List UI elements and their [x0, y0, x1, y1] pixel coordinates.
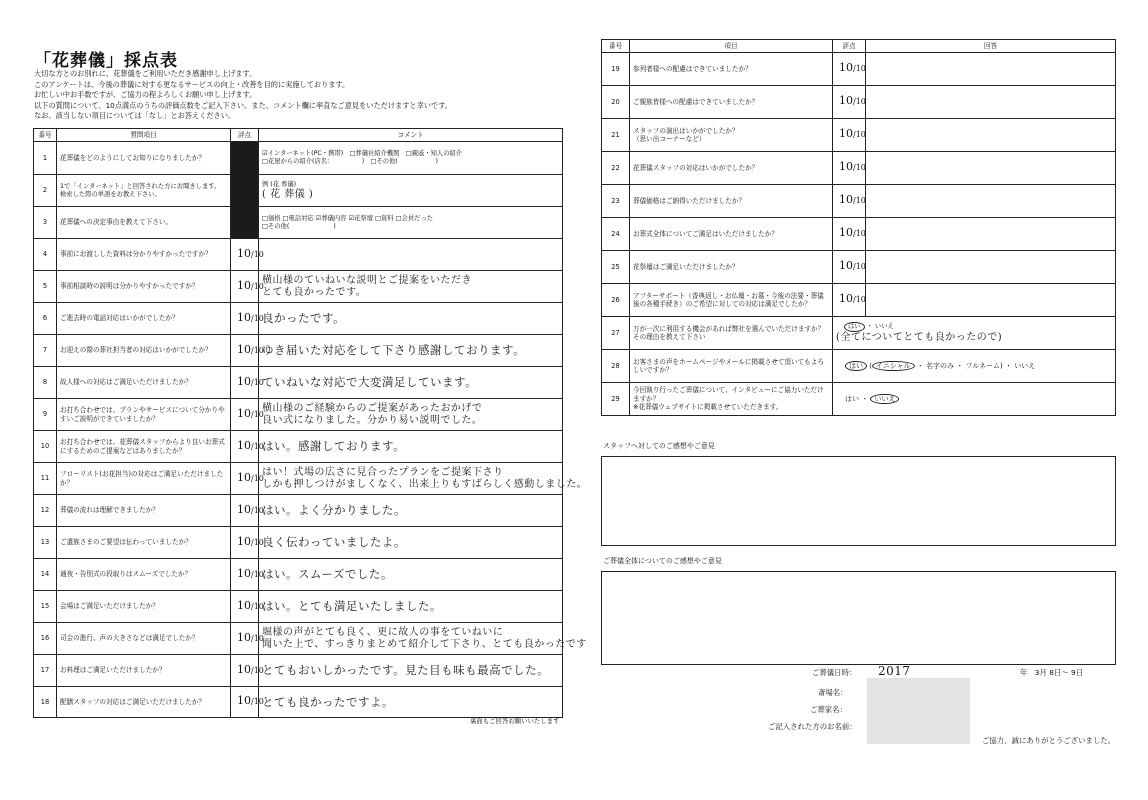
table-row: [34, 463, 563, 495]
funeral-date-label: ご葬儀日時：: [812, 668, 857, 677]
question-text: お打ち合わせでは、プランやサービスについて分かりやすいご説明ができていましたか？: [57, 399, 231, 431]
row-number: 16: [34, 623, 57, 655]
score-value: 10: [839, 193, 853, 207]
handwritten-comment: はい！式場の広さに見合ったプランをご提案下さり: [262, 467, 504, 478]
handwritten-comment: はい。とても満足いたしました。: [262, 599, 442, 613]
options-line: ☑インターネット(PC・携帯) □葬儀社紹介機関 □親戚・知人の紹介: [262, 150, 463, 157]
table-row: [602, 284, 1116, 317]
table-row: [602, 53, 1116, 86]
comment-cell[interactable]: [259, 399, 563, 431]
row-number: 27: [602, 317, 630, 350]
score-cell[interactable]: [231, 495, 264, 527]
intro-line: お忙しい中お手数ですが、ご協力の程よろしくお願い申し上げます。: [34, 90, 257, 100]
item-text: [630, 53, 833, 86]
score-cell[interactable]: [231, 335, 264, 367]
options-line: □その他( ): [262, 222, 336, 230]
score-value: 10: [237, 406, 251, 420]
initial-option-circled[interactable]: イニシャル: [872, 361, 915, 371]
score-cell[interactable]: [833, 86, 866, 119]
item-text: [630, 152, 833, 185]
question-text: 配膳スタッフの対応はご満足いただけましたか？: [57, 687, 231, 718]
table-row: [602, 119, 1116, 152]
comment-cell[interactable]: [259, 655, 563, 687]
score-cell[interactable]: [833, 53, 866, 86]
score-cell[interactable]: [231, 559, 264, 591]
row-number: 25: [602, 251, 630, 284]
question-text: [57, 175, 231, 207]
column-header-number: 番号: [34, 129, 57, 142]
score-suffix: /10: [251, 537, 264, 547]
answer-cell[interactable]: [866, 251, 1116, 284]
back-note: 裏面もご回答お願いいたします: [470, 717, 560, 725]
table-row: [34, 335, 563, 367]
score-value: 10: [237, 246, 251, 260]
row-number: 23: [602, 185, 630, 218]
score-cell[interactable]: [833, 218, 866, 251]
row-number: 20: [602, 86, 630, 119]
page-title: 「花葬儀」採点表: [34, 51, 178, 71]
question-text: 葬儀の流れは理解できましたか？: [57, 495, 231, 527]
score-cell[interactable]: [231, 591, 264, 623]
comment-cell[interactable]: [259, 175, 563, 207]
score-value: 10: [839, 127, 853, 141]
redacted-score: [231, 142, 259, 239]
score-suffix: /10: [251, 377, 264, 387]
handwritten-comment: 横山様のご経験からのご提案があったおかげで: [262, 403, 483, 414]
score-cell[interactable]: [833, 185, 866, 218]
survey-table-right: [601, 39, 1116, 416]
item-line: スタッフの演出はいかがでしたか？: [633, 126, 739, 135]
answer-cell[interactable]: [833, 383, 1116, 416]
question-text: 花葬儀への決定事由を教えて下さい。: [57, 207, 231, 239]
comment-cell[interactable]: [259, 463, 588, 495]
row-number: 12: [34, 495, 57, 527]
score-value: 10: [237, 566, 251, 580]
answer-cell[interactable]: [866, 218, 1116, 251]
question-text: ご遺族さまのご要望は伝わっていましたか？: [57, 527, 231, 559]
yes-option-circled[interactable]: はい: [844, 322, 865, 332]
score-suffix: /10: [853, 295, 866, 305]
column-header-question: 質問項目: [57, 129, 231, 142]
row-number: 2: [34, 175, 57, 207]
score-suffix: /10: [251, 473, 264, 483]
item-text: 万が一次に利用する機会があれば弊社を選んでいただけますか？その理由を教えて下さい: [630, 317, 833, 350]
no-option[interactable]: いいえ: [874, 323, 894, 331]
row-number: 3: [34, 207, 57, 239]
score-value: 10: [839, 259, 853, 273]
handwritten-comment: はい。スムーズでした。: [262, 567, 393, 581]
item-line: お葬式全体についてご満足はいただけましたか？: [633, 229, 778, 238]
yes-option-circled[interactable]: はい: [845, 361, 867, 371]
score-suffix: /10: [251, 313, 264, 323]
handwritten-comment: 横山様のていねいな説明とご提案をいただき: [262, 275, 472, 286]
row-number: 21: [602, 119, 630, 152]
separator: ・: [861, 394, 869, 403]
question-text: フローリスト(お花担当)の対応はご満足いただけましたか？: [57, 463, 231, 495]
item-line: アフターサポート（香典返し・お仏壇・お墓・今後の法要・葬儀後の各種手続き）のご希望に対しての対応は満足でしたか？: [633, 291, 824, 308]
item-text: [630, 218, 833, 251]
intro-line: このアンケートは、今後の葬儀に対する更なるサービスの向上・改善を目的に実施しております。: [34, 79, 350, 89]
row-number: 19: [602, 53, 630, 86]
row-number: 10: [34, 431, 57, 463]
column-header-comment: コメント: [259, 129, 563, 142]
table-row: [34, 399, 563, 431]
survey-table-left: [33, 128, 588, 718]
handwritten-comment: とても良かったですよ。: [262, 694, 394, 709]
intro-text: [34, 69, 574, 122]
table-row: [34, 367, 563, 399]
question-text: 事前にお渡しした資料は分かりやすかったですか？: [57, 239, 231, 271]
item-line: 葬儀価格はご納得いただけましたか？: [633, 196, 746, 205]
item-text: [630, 185, 833, 218]
score-suffix: /10: [251, 281, 264, 291]
question-text: ご逝去時の電話対応はいかがでしたか？: [57, 303, 231, 335]
question-text: お料理はご満足いただけましたか？: [57, 655, 231, 687]
venue-label: 斎場名：: [818, 688, 848, 697]
handwritten-comment: 堀様の声がとても良く、更に故人の事をていねいに: [262, 627, 504, 638]
score-suffix: /10: [251, 409, 264, 419]
table-row: [34, 655, 563, 687]
family-name-label: ご葬家名：: [810, 705, 847, 714]
handwritten-comment-line2: 聞いた上で、すっきりまとめて紹介して下さり、とても良かったです: [262, 638, 587, 650]
score-suffix: /10: [853, 64, 866, 74]
options-line: □花屋からの紹介(店名： ) □その他( ): [262, 158, 438, 165]
question-text: お打ち合わせでは、花葬儀スタッフからより良いお葬式にするためのご提案などはありましたか？: [57, 431, 231, 463]
table-row: [34, 623, 563, 655]
row-number: 11: [34, 463, 57, 495]
row-number: 13: [34, 527, 57, 559]
row-number: 14: [34, 559, 57, 591]
handwritten-comment: はい。感謝しております。: [262, 439, 406, 453]
funeral-date-year: 2017: [878, 664, 911, 678]
score-cell[interactable]: [833, 251, 866, 284]
question-text: 通夜・告別式の段取りはスムーズでしたか？: [57, 559, 231, 591]
staff-feedback-box[interactable]: [601, 456, 1116, 546]
column-header-answer: 回答: [866, 40, 1116, 53]
item-line: 花葬儀スタッフの対応はいかがでしたか？: [633, 163, 759, 172]
score-value: 10: [839, 94, 853, 108]
intro-line: 以下の質問について、10点満点のうちの評価点数をご記入下さい。また、コメント欄に率直なご意見をいただけますと幸いです。: [34, 100, 452, 110]
table-row: [34, 431, 563, 463]
score-suffix: /10: [853, 130, 866, 140]
question-text: 会場はご満足いただけましたか？: [57, 591, 231, 623]
question-text: 事前相談時の説明は分かりやすかったですか？: [57, 271, 231, 303]
score-suffix: /10: [853, 229, 866, 239]
row-number: 28: [602, 350, 630, 383]
overall-feedback-box[interactable]: [601, 571, 1116, 665]
answer-options[interactable]: [259, 142, 563, 175]
score-suffix: /10: [853, 262, 866, 272]
item-note: （思い出コーナーなど）: [633, 135, 706, 143]
comment-cell[interactable]: [259, 271, 563, 303]
score-value: 10: [839, 226, 853, 240]
score-value: 10: [839, 61, 853, 75]
row-number: 6: [34, 303, 57, 335]
answer-cell[interactable]: [866, 53, 1116, 86]
answer-options[interactable]: [259, 207, 563, 239]
score-value: 10: [237, 662, 251, 676]
score-cell[interactable]: [231, 431, 264, 463]
table-row: [602, 218, 1116, 251]
comment-cell[interactable]: [259, 335, 563, 367]
column-header-number: 番号: [602, 40, 630, 53]
score-cell[interactable]: [833, 152, 866, 185]
table-row: [34, 527, 563, 559]
score-suffix: /10: [853, 196, 866, 206]
item-line: 今回執り行ったご葬儀について、インタビューにご協力いただけますか？: [633, 386, 824, 403]
row-number: 5: [34, 271, 57, 303]
table-row: [34, 175, 563, 207]
score-cell[interactable]: [231, 687, 264, 718]
row-number: 24: [602, 218, 630, 251]
handwritten-comment: ていねいな対応で大変満足しています。: [262, 375, 478, 389]
handwritten-comment: とてもおいしかったです。見た目も味も最高でした。: [262, 663, 550, 677]
table-row: [602, 350, 1116, 383]
score-suffix: /10: [853, 163, 866, 173]
table-row: [602, 317, 1116, 350]
score-value: 10: [237, 502, 251, 516]
score-value: 10: [237, 694, 251, 708]
score-suffix: /10: [251, 441, 264, 451]
funeral-date-rest: 年 3月 8日～ 9日: [1020, 668, 1084, 677]
table-row: [602, 86, 1116, 119]
table-row: [34, 271, 563, 303]
row-number: 17: [34, 655, 57, 687]
score-cell[interactable]: [231, 655, 264, 687]
score-value: 10: [237, 438, 251, 452]
item-text: [630, 383, 833, 416]
options-line: □価格 □電話対応 ☑葬儀内容 ☑花祭壇 □資料 □会員だった: [262, 214, 434, 222]
score-suffix: /10: [251, 345, 264, 355]
table-header-row: [34, 129, 563, 142]
comment-cell[interactable]: [259, 367, 563, 399]
comment-cell[interactable]: [259, 559, 563, 591]
row-number: 22: [602, 152, 630, 185]
separator: ・: [866, 323, 873, 331]
staff-feedback-label: スタッフへ対してのご感想やご意見: [603, 442, 715, 450]
yes-option[interactable]: はい: [845, 394, 859, 403]
answer-cell[interactable]: [866, 152, 1116, 185]
score-suffix: /10: [251, 633, 264, 643]
writer-name-label: ご記入された方のお名前：: [768, 722, 857, 731]
item-text: お客さまの声をホームページやメールに掲載させて頂いてもよろしいですか？: [630, 350, 833, 383]
column-header-item: 項目: [630, 40, 833, 53]
question-text: 司会の進行、声の大きさなどは満足でしたか？: [57, 623, 231, 655]
comment-cell[interactable]: [259, 431, 563, 463]
handwritten-comment-line2: とても良かったです。: [262, 286, 367, 298]
item-line: ご親族皆様への配慮はできていましたか？: [633, 97, 759, 106]
row-number: 8: [34, 367, 57, 399]
table-row: [34, 495, 563, 527]
intro-line: なお、該当しない項目については「なし」とお答えください。: [34, 111, 236, 121]
score-value: 10: [237, 470, 251, 484]
score-cell[interactable]: [231, 463, 264, 495]
comment-cell[interactable]: [259, 591, 563, 623]
no-option[interactable]: ・ いいえ: [1004, 361, 1036, 370]
redacted-names-block: [867, 678, 970, 744]
score-value: 10: [237, 278, 251, 292]
row-number: 26: [602, 284, 630, 317]
score-cell[interactable]: [231, 623, 264, 655]
comment-cell[interactable]: [259, 239, 563, 271]
score-suffix: /10: [251, 601, 264, 611]
table-row: [34, 207, 563, 239]
table-row: [34, 559, 563, 591]
name-options[interactable]: ・ 名字のみ ・ フルネーム): [916, 361, 1003, 370]
table-row: [602, 251, 1116, 284]
question-text: 故人様への対応はご満足いただけましたか？: [57, 367, 231, 399]
row-number: 7: [34, 335, 57, 367]
handwritten-comment-line2: 良い式になりました。分かり易い説明でした。: [262, 414, 483, 426]
score-suffix: /10: [251, 665, 264, 675]
handwritten-comment: 良かったです。: [262, 311, 346, 325]
handwritten-answer: ( 花 葬儀 ): [262, 188, 314, 200]
comment-cell[interactable]: [259, 527, 563, 559]
row-number: 1: [34, 142, 57, 175]
item-text: [630, 86, 833, 119]
row-number: 18: [34, 687, 57, 718]
score-suffix: /10: [251, 249, 264, 259]
handwritten-comment-line2: しかも押しつけがましくなく、出来上りもすばらしく感動しました。: [262, 478, 588, 490]
score-value: 10: [237, 374, 251, 388]
comment-cell[interactable]: [259, 495, 563, 527]
item-text: [630, 251, 833, 284]
table-row: [602, 185, 1116, 218]
score-value: 10: [237, 310, 251, 324]
handwritten-comment: はい。よく分かりました。: [262, 503, 406, 517]
table-row: [34, 591, 563, 623]
question-line: 1で「インターネット」と回答された方にお聞きします。: [60, 182, 221, 190]
row-number: 15: [34, 591, 57, 623]
item-text: [630, 284, 833, 317]
handwritten-reason: (全てについてとても良かったので): [836, 332, 1003, 344]
table-row: [34, 142, 563, 175]
intro-line: 大切な方とのお別れに、花葬儀をご利用いただき感謝申し上げます。: [34, 69, 257, 78]
no-option-circled[interactable]: いいえ: [870, 394, 899, 404]
overall-feedback-label: ご葬儀全体についてのご感想やご意見: [603, 557, 722, 565]
question-text: 花葬儀をどのようにしてお知りになりましたか？: [57, 142, 231, 175]
score-cell[interactable]: [231, 239, 264, 271]
score-suffix: /10: [251, 505, 264, 515]
row-number: 4: [34, 239, 57, 271]
column-header-score: 評点: [231, 129, 259, 142]
score-value: 10: [237, 630, 251, 644]
table-row: [34, 687, 563, 718]
row-number: 29: [602, 383, 630, 416]
score-cell[interactable]: [833, 284, 866, 317]
example-text: 例 (花 葬儀): [262, 180, 297, 188]
comment-cell[interactable]: [259, 303, 563, 335]
score-cell[interactable]: [231, 303, 264, 335]
score-value: 10: [237, 342, 251, 356]
score-cell[interactable]: [231, 271, 264, 303]
handwritten-comment: ゆき届いた対応をして下さり感謝しております。: [262, 343, 526, 357]
answer-cell[interactable]: [866, 284, 1116, 317]
row-number: 9: [34, 399, 57, 431]
question-text: お迎えの際の葬社担当者の対応はいかがでしたか？: [57, 335, 231, 367]
answer-cell[interactable]: [866, 119, 1116, 152]
item-line: 参列者様への配慮はできていましたか？: [633, 64, 752, 73]
table-header-row: [602, 40, 1116, 53]
score-suffix: /10: [853, 97, 866, 107]
score-value: 10: [839, 292, 853, 306]
score-cell[interactable]: [231, 399, 264, 431]
table-row: [34, 303, 563, 335]
comment-cell[interactable]: [259, 623, 587, 655]
score-cell[interactable]: [231, 527, 264, 559]
answer-cell[interactable]: [866, 185, 1116, 218]
handwritten-comment: 良く伝わっていましたよ。: [262, 535, 406, 549]
comment-cell[interactable]: [259, 687, 563, 718]
table-row: [602, 152, 1116, 185]
score-value: 10: [237, 534, 251, 548]
table-row: [34, 239, 563, 271]
score-suffix: /10: [251, 569, 264, 579]
question-line: 検索した際の単語をお教え下さい。: [60, 190, 161, 198]
item-line: 花祭壇はご満足いただけましたか？: [633, 262, 739, 271]
column-header-score: 評点: [833, 40, 866, 53]
score-value: 10: [839, 160, 853, 174]
item-text: [630, 119, 833, 152]
score-value: 10: [237, 598, 251, 612]
answer-cell[interactable]: はい ( イニシャル ・ 名字のみ ・ フルネーム) ・ いいえ: [833, 350, 1116, 383]
score-suffix: /10: [251, 697, 264, 707]
table-row: [602, 383, 1116, 416]
answer-cell[interactable]: [866, 86, 1116, 119]
score-cell[interactable]: [231, 367, 264, 399]
item-note: ※花葬儀ウェブサイトに掲載させていただきます。: [633, 403, 783, 412]
score-cell[interactable]: [833, 119, 866, 152]
answer-cell[interactable]: [833, 317, 1116, 350]
thanks-text: ご協力、誠にありがとうございました。: [982, 736, 1116, 745]
